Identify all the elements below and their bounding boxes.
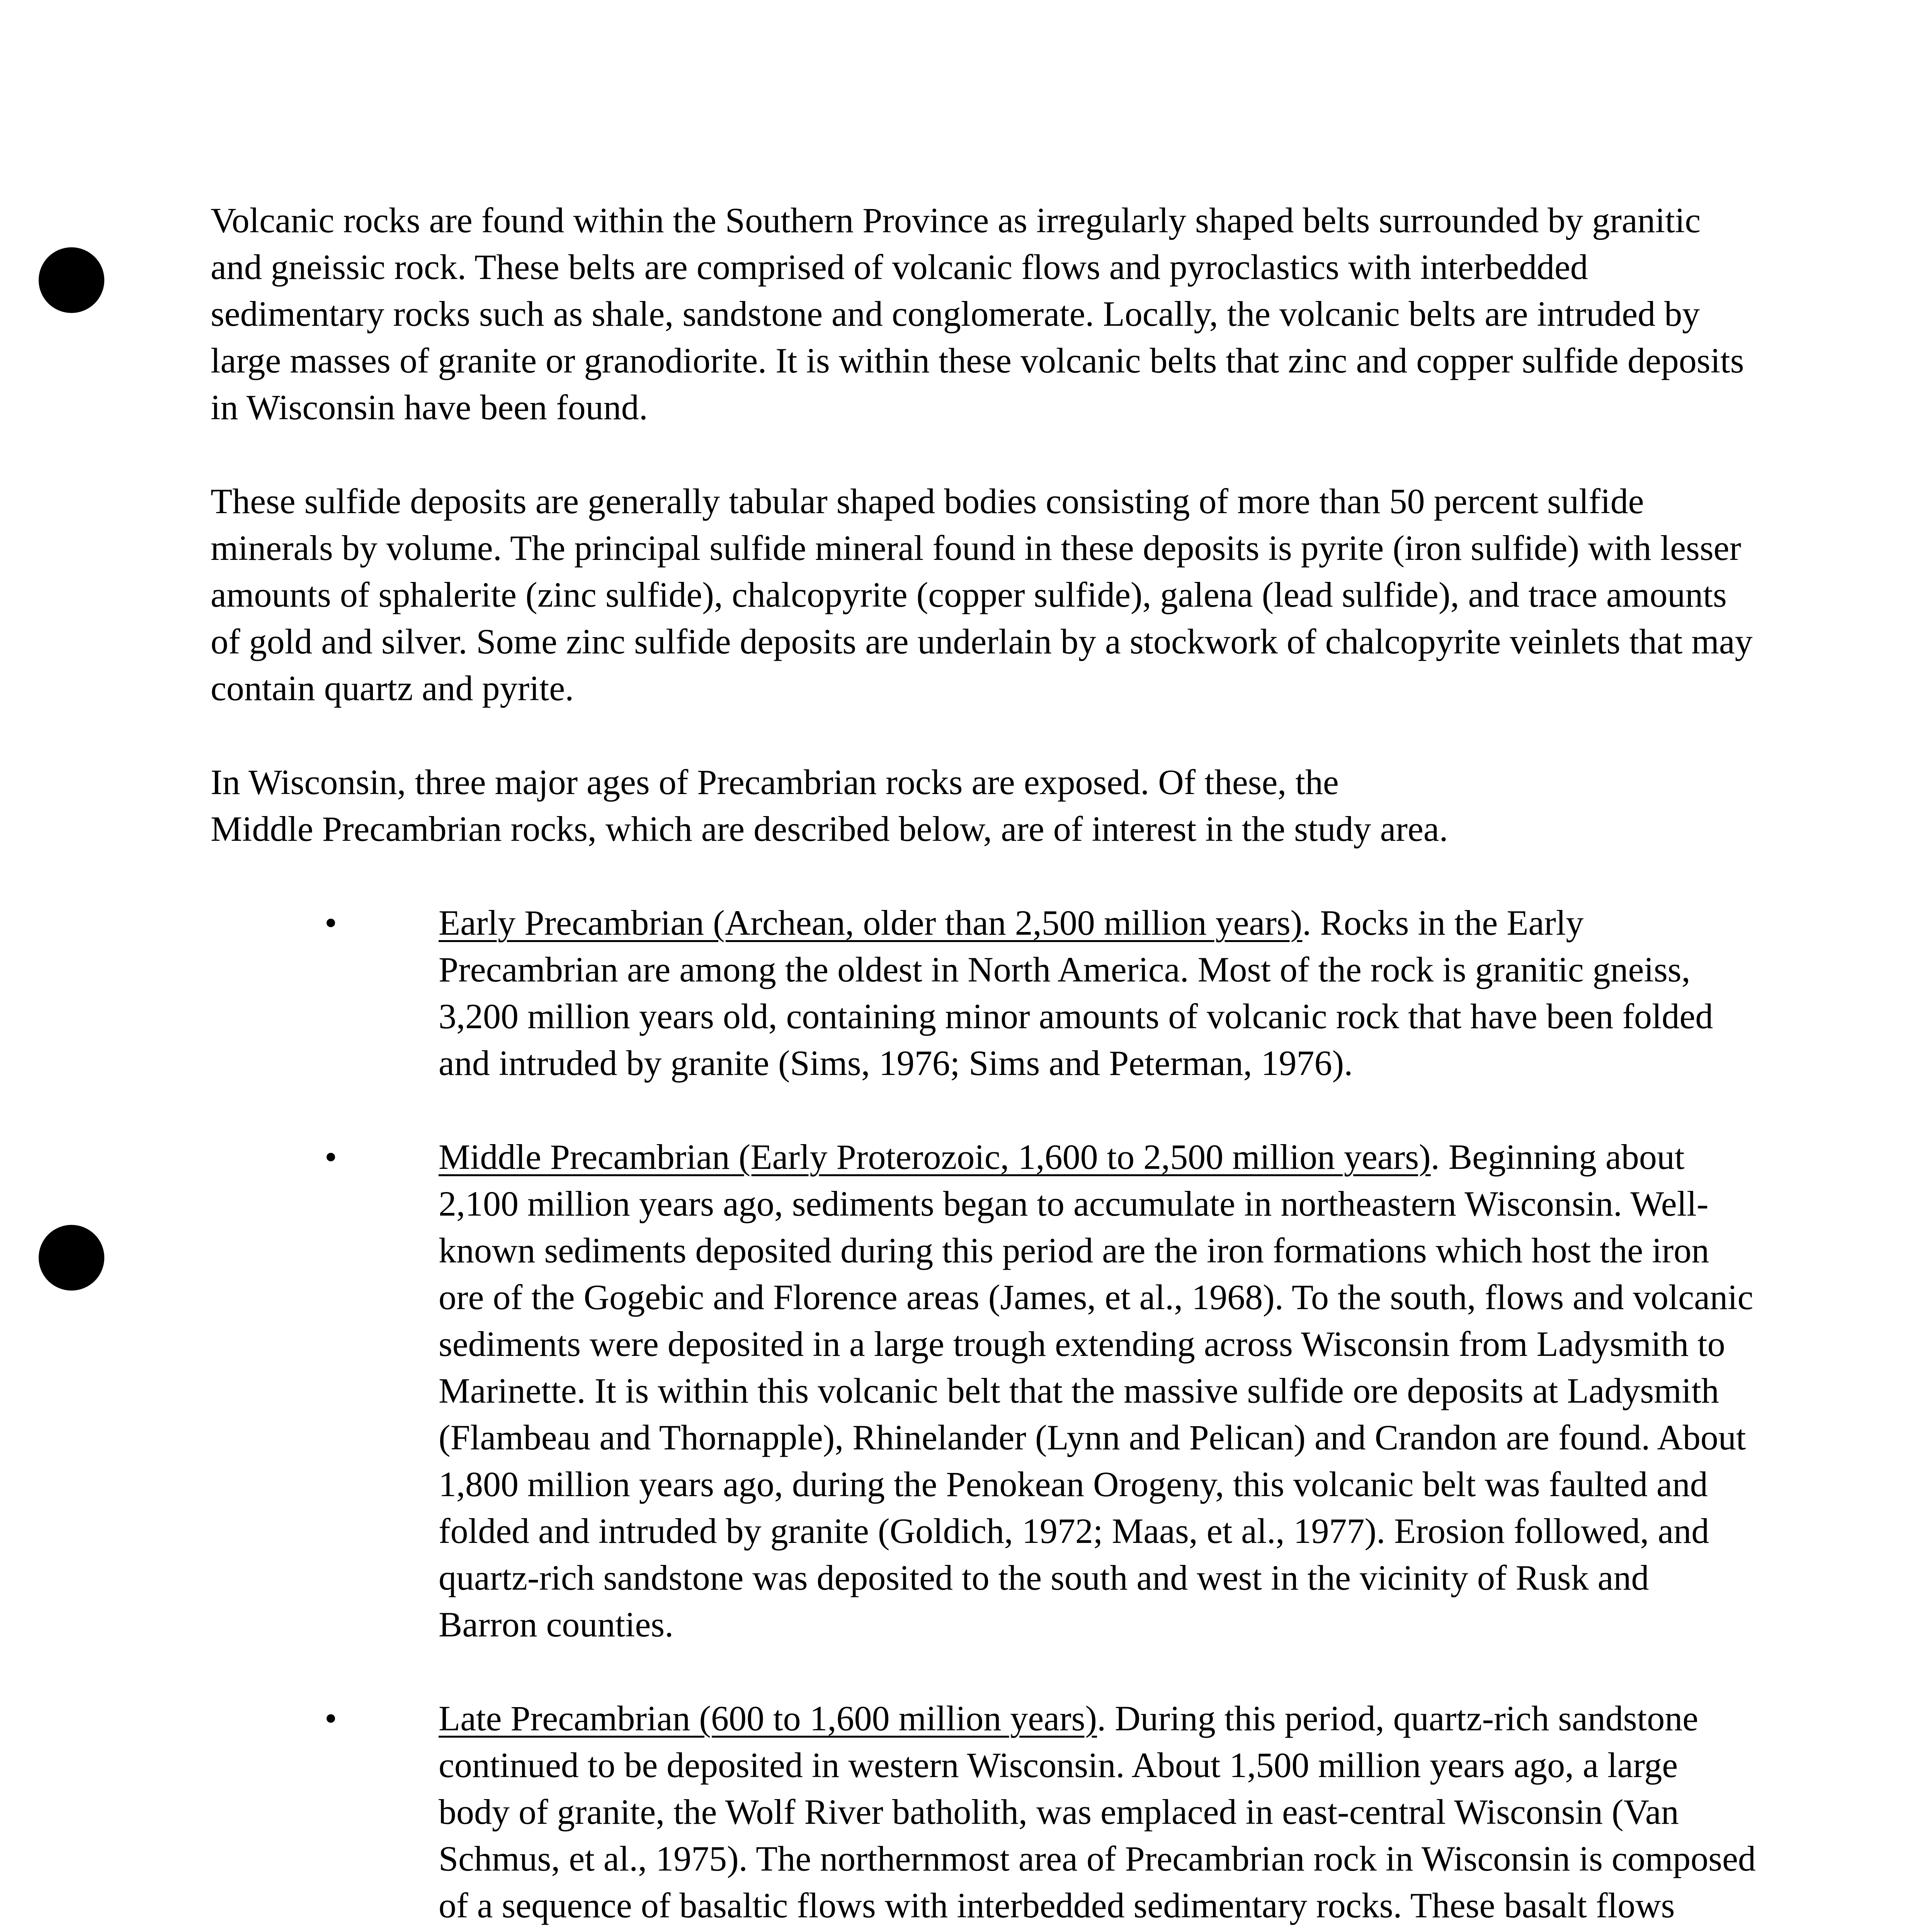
list-item-text: . Rocks in the Early Precambrian are among the oldest in North America. Most of the rock is granitic gneiss, 3,200 million years old, containing minor amounts of volcanic rock that have been folded and intruded by granite (Sims, 1976; Sims and Peterman, 1976). (439, 903, 1713, 1083)
list-item-text: . Beginning about 2,100 million years ago, sediments began to accumulate in northeastern Wisconsin. Well-known sediments deposited during this period are the iron formations which host the iron ore of the Gogebic and Florence areas (James, et al., 1968). To the south, flows and volcanic sediments were deposited in a large trough extending across Wisconsin from Ladysmith to Marinette. It is within this volcanic belt that the massive sulfide ore deposits at Ladysmith (Flambeau and Thornapple), Rhinelander (Lynn and Pelican) and Crandon are found. About 1,800 million years ago, during the Penokean Orogeny, this volcanic belt was faulted and folded and intruded by granite (Goldich, 1972; Maas, et al., 1977). Erosion followed, and quartz-rich sandstone was deposited to the south and west in the vicinity of Rusk and Barron counties. (439, 1137, 1753, 1644)
list-item-middle-precambrian (211, 1134, 1756, 1648)
paragraph-line: Middle Precambrian rocks, which are described below, are of interest in the study area. (211, 809, 1448, 849)
bullet-icon: • (325, 1699, 337, 1738)
list-item-early-precambrian (211, 900, 1756, 1087)
punch-hole (39, 1225, 104, 1291)
punch-hole (39, 247, 104, 313)
paragraph-precambrian-ages (211, 759, 1756, 852)
bullet-icon: • (325, 903, 337, 942)
list-item-late-precambrian (211, 1695, 1756, 1932)
paragraph-line: In Wisconsin, three major ages of Precambrian rocks are exposed. Of these, the (211, 762, 1339, 802)
paragraph-sulfide-deposits: These sulfide deposits are generally tabular shaped bodies consisting of more than 50 percent sulfide minerals by volume. The principal sulfide mineral found in these deposits is pyrite (iron sulfide) with lesser amounts of sphalerite (zinc sulfide), chalcopyrite (copper sulfide), galena (lead sulfide), and trace amounts of gold and silver. Some zinc sulfide deposits are underlain by a stockwork of chalcopyrite veinlets that may contain quartz and pyrite. (211, 481, 1753, 708)
paragraph-volcanic-rocks: Volcanic rocks are found within the Southern Province as irregularly shaped belts surrounded by granitic and gneissic rock. These belts are comprised of volcanic flows and pyroclastics with interbedded sedimentary rocks such as shale, sandstone and conglomerate. Locally, the volcanic belts are intruded by large masses of granite or granodiorite. It is within these volcanic belts that zinc and copper sulfide deposits in Wisconsin have been found. (211, 201, 1744, 427)
list-item-heading: Middle Precambrian (Early Proterozoic, 1,600 to 2,500 million years) (439, 1137, 1431, 1177)
list-item-heading: Early Precambrian (Archean, older than 2,500 million years) (439, 903, 1303, 942)
list-item-heading: Late Precambrian (600 to 1,600 million years) (439, 1699, 1097, 1738)
list-item-text: . During this period, quartz-rich sandstone continued to be deposited in western Wisconsin. About 1,500 million years ago, a large body of granite, the Wolf River batholith, was emplaced in east-central Wisconsin (Van Schmus, et al., 1975). The northernmost area of Precambrian rock in Wisconsin is composed of a sequence of basaltic flows with interbedded sedimentary rocks. These basalt flows (439, 1699, 1756, 1925)
bullet-icon: • (325, 1137, 337, 1177)
precambrian-age-list (211, 900, 1756, 1932)
document-body (211, 197, 1756, 1932)
